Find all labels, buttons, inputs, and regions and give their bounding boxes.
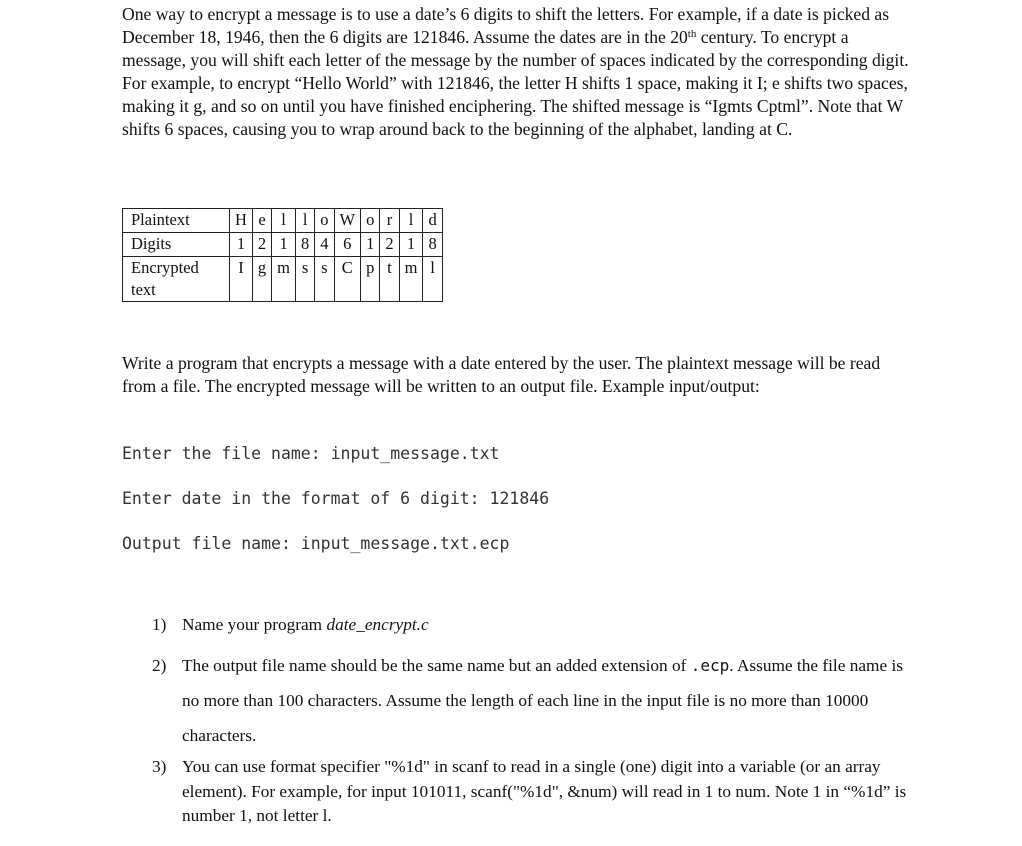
requirement-number: 3) [152,757,167,776]
encrypted-row-label: Encrypted text [123,257,230,302]
digit-cell: 8 [423,233,442,257]
digit-cell: 2 [380,233,399,257]
digits-row-label: Digits [123,233,230,257]
plaintext-cell: H [230,209,253,233]
encrypted-cell: g [252,257,271,302]
requirement-item-2 [152,648,912,753]
encrypted-cell: m [399,257,423,302]
digit-cell: 2 [252,233,271,257]
digits-row [123,233,443,257]
digit-cell: 1 [272,233,296,257]
plaintext-cell: d [423,209,442,233]
plaintext-cell: r [380,209,399,233]
digit-cell: 1 [399,233,423,257]
requirement-2-text-end: . Assume the file name is no more than 100 characters. Assume the length of each line in the input file is no more than 10000 characters. [182,656,903,745]
plaintext-cell: W [334,209,361,233]
intro-text-end: century. To encrypt a message, you will shift each letter of the message by the number of spaces indicated by the corresponding digit. For example, to encrypt “Hello World” with 121846, the letter H shifts 1 space, making it I; e shifts two spaces, making it g, and so on until you have finished enciphering. The shifted message is “Igmts Cptml”. Note that W shifts 6 spaces, causing you to wrap around back to the beginning of the alphabet, landing at C. [122,27,909,139]
requirement-number: 1) [152,615,167,634]
plaintext-cell: o [361,209,380,233]
plaintext-cell: l [399,209,423,233]
extension-code: .ecp [690,656,730,675]
program-filename: date_encrypt.c [326,615,429,634]
intro-text-start: One way to encrypt a message is to use a date’s 6 digits to shift the letters. For example, if a date is picked as December 18, 1946, then the 6 digits are 121846. Assume the dates are in the 20 [122,4,890,47]
example-line-output: Output file name: input_message.txt.ecp [122,534,510,553]
requirement-item-1 [152,613,912,637]
digit-cell: 1 [361,233,380,257]
encrypted-cell: s [296,257,315,302]
encrypted-cell: p [361,257,380,302]
digit-cell: 1 [230,233,253,257]
requirement-number: 2) [152,656,167,675]
plaintext-cell: o [315,209,334,233]
plaintext-row [123,209,443,233]
example-line-file-name: Enter the file name: input_message.txt [122,444,500,463]
example-line-date: Enter date in the format of 6 digit: 121846 [122,489,550,508]
encrypted-cell: t [380,257,399,302]
encrypted-cell: C [334,257,361,302]
digit-cell: 4 [315,233,334,257]
requirements-list [152,613,912,829]
intro-paragraph [122,3,914,141]
requirement-1-text: Name your program [182,615,327,634]
plaintext-cell: l [296,209,315,233]
cipher-example-table [122,208,443,302]
requirement-2-text-start: The output file name should be the same name but an added extension of [182,656,691,675]
encrypted-cell: l [423,257,442,302]
program-description: Write a program that encrypts a message with a date entered by the user. The plaintext message will be read from a file. The encrypted message will be written to an output file. Example input/output: [122,353,881,396]
intro-superscript: th [687,28,697,40]
requirement-item-3 [152,755,912,829]
encrypted-cell: s [315,257,334,302]
digit-cell: 6 [334,233,361,257]
requirement-3-text: You can use format specifier "%1d" in scanf to read in a single (one) digit into a variable (or an array element). For example, for input 101011, scanf("%1d", &num) will read in 1 to num. Note 1 in “%1d” is number 1, not letter l. [182,757,907,825]
encrypted-cell: m [272,257,296,302]
digit-cell: 8 [296,233,315,257]
plaintext-cell: l [272,209,296,233]
plaintext-cell: e [252,209,271,233]
encrypted-cell: I [230,257,253,302]
encrypted-row [123,257,443,302]
plaintext-row-label: Plaintext [123,209,230,233]
